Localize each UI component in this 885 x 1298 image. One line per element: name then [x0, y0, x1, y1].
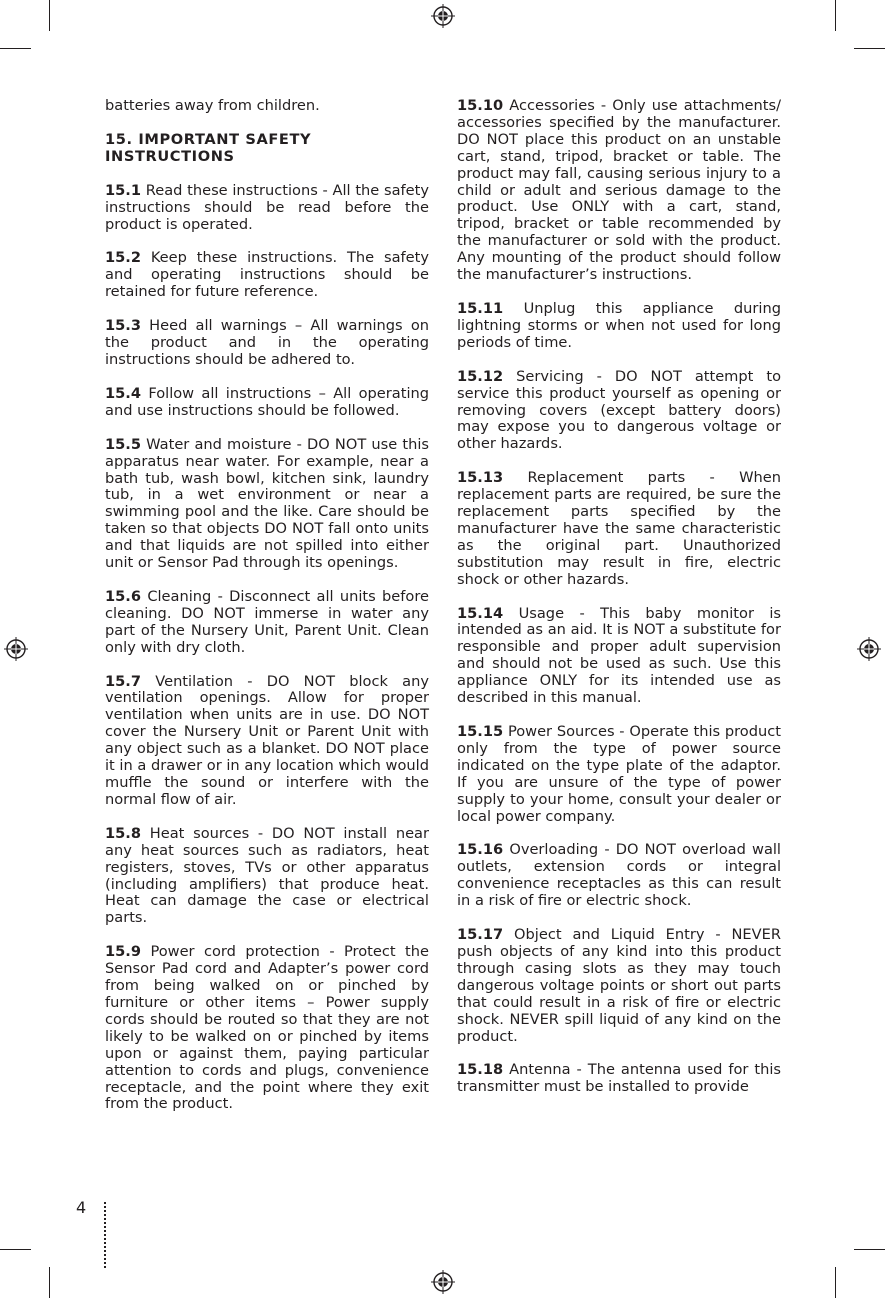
left-item-list — [105, 183, 429, 1114]
right-column — [457, 98, 781, 1113]
instruction-text: Usage - This baby monitor is intended as an aid. It is NOT a substitute for responsible and proper adult supervision and should not be used as such. Use this appliance ONLY for its intended use as described in this manual. — [457, 604, 781, 707]
instruction-text: Power Sources - Operate this product only from the type of power source indicated on the type plate of the adaptor. If you are unsure of the type of power supply to your home, consult your dealer or local power company. — [457, 723, 781, 825]
instruction-item — [105, 589, 429, 657]
instruction-text: Cleaning - Disconnect all units before cleaning. DO NOT immerse in water any part of the Nursery Unit, Parent Unit. Clean only with dry cloth. — [105, 587, 429, 656]
section-heading: 15. IMPORTANT SAFETY INSTRUCTIONS — [105, 130, 312, 165]
instruction-text: Read these instructions - All the safety instructions should be read before the product is operated. — [105, 181, 430, 233]
instruction-text: Power cord protection - Protect the Sensor Pad cord and Adapter’s power cord from being walked on or pinched by furniture or other items – Power supply cords should be routed so that they are not likely to be walked on or pinched by items upon or against them, paying particular attention to cords and plugs, convenience receptacle, and the point where they exit from the product. — [105, 943, 429, 1113]
instruction-text: Heed all warnings – All warnings on the product and in the operating instructions should be adhered to. — [105, 317, 429, 368]
instruction-text: Antenna - The antenna used for this transmitter must be installed to provide — [457, 1061, 782, 1096]
instruction-number: 15.3 — [105, 317, 142, 335]
instruction-item — [457, 1062, 781, 1096]
left-column — [105, 98, 429, 1130]
instruction-number: 15.12 — [457, 367, 504, 385]
instruction-text: Keep these instructions. The safety and operating instructions should be retained for future reference. — [105, 249, 429, 301]
crop-mark-bottom-right-h — [854, 1249, 885, 1250]
instruction-item — [105, 250, 429, 301]
crop-mark-bottom-left-h — [0, 1249, 31, 1250]
instruction-number: 15.6 — [105, 587, 142, 605]
instruction-number: 15.1 — [105, 181, 142, 199]
instruction-number: 15.2 — [105, 249, 142, 267]
instruction-item — [457, 301, 781, 352]
instruction-item — [105, 674, 429, 809]
crop-mark-top-right-h — [854, 48, 885, 49]
instruction-number: 15.4 — [105, 384, 142, 402]
instruction-number: 15.9 — [105, 943, 142, 961]
instruction-number: 15.7 — [105, 672, 142, 690]
instruction-text: Object and Liquid Entry - NEVER push objects of any kind into this product through casing slots as they may touch dangerous voltage points or short out parts that could result in a risk of fire or electric shock. NEVER spill liquid of any kind on the product. — [457, 926, 781, 1045]
instruction-number: 15.17 — [457, 926, 504, 944]
registration-mark-icon — [857, 637, 881, 661]
registration-mark-icon — [431, 4, 455, 28]
page-number-dotted-rule — [104, 1202, 106, 1268]
instruction-item — [105, 944, 429, 1113]
instruction-text: Unplug this appliance during lightning storms or when not used for long periods of time. — [457, 299, 782, 351]
crop-mark-top-right-v — [835, 0, 836, 31]
instruction-item — [457, 724, 781, 825]
instruction-item — [457, 98, 781, 284]
instruction-item — [457, 842, 781, 910]
crop-mark-top-left-v — [49, 0, 50, 31]
instruction-item — [105, 183, 429, 234]
right-item-list — [457, 98, 781, 1096]
instruction-item — [457, 606, 781, 707]
registration-mark-icon — [4, 637, 28, 661]
intro-line: batteries away from children. — [105, 97, 320, 114]
instruction-text: Replacement parts - When replacement parts are required, be sure the replacement parts specified by the manufacturer have the same characteristic as the original part. Unauthorized substitution may result in fire, electric shock or other hazards. — [457, 469, 782, 588]
instruction-item — [105, 437, 429, 572]
instruction-text: Servicing - DO NOT attempt to service this product yourself as opening or removing covers (except battery doors) may expose you to dangerous voltage or other hazards. — [457, 367, 782, 453]
crop-mark-bottom-right-v — [835, 1267, 836, 1298]
instruction-item — [457, 927, 781, 1045]
instruction-number: 15.18 — [457, 1061, 504, 1079]
instruction-item — [105, 386, 429, 420]
instruction-number: 15.8 — [105, 824, 142, 842]
instruction-number: 15.15 — [457, 723, 504, 740]
instruction-item — [105, 318, 429, 369]
instruction-text: Follow all instructions – All operating and use instructions should be followed. — [105, 384, 430, 419]
instruction-text: Water and moisture - DO NOT use this apparatus near water. For example, near a bath tub, wash bowl, kitchen sink, laundry tub, in a wet environment or near a swimming pool and the like. Care should be taken so that objects DO NOT fall onto units and that liquids are not spilled into either unit or Sensor Pad through its openings. — [105, 435, 429, 572]
instruction-item — [457, 470, 781, 588]
instruction-text: Heat sources - DO NOT install near any heat sources such as radiators, heat registers, stoves, TVs or other apparatus (including amplifiers) that produce heat. Heat can damage the case or electrical parts. — [105, 824, 429, 927]
instruction-number: 15.13 — [457, 469, 504, 487]
instruction-text: Accessories - Only use attachments/ accessories specified by the manufacturer. DO NOT place this product on an unstable cart, stand, tripod, bracket or table. The product may fall, causing serious injury to a child or adult and serious damage to the product. Use ONLY with a cart, stand, tripod, bracket or table recommended by the manufacturer or sold with the product. Any mounting of the product should follow the manufacturer’s instructions. — [457, 97, 782, 284]
instruction-item — [105, 826, 429, 927]
crop-mark-top-left-h — [0, 48, 31, 49]
instruction-number: 15.11 — [457, 299, 504, 317]
instruction-text: Overloading - DO NOT overload wall outlets, extension cords or integral convenience receptacles as this can result in a risk of fire or electric shock. — [457, 841, 781, 910]
instruction-text: Ventilation - DO NOT block any ventilation openings. Allow for proper ventilation when units are in use. DO NOT cover the Nursery Unit or Parent Unit with any object such as a blanket. DO NOT place it in a drawer or in any location which would muffle the sound or interfere with the normal flow of air. — [105, 672, 429, 808]
crop-mark-bottom-left-v — [49, 1267, 50, 1298]
instruction-number: 15.14 — [457, 604, 504, 622]
instruction-number: 15.16 — [457, 841, 504, 859]
page-number: 4 — [76, 1198, 87, 1217]
instruction-item — [457, 369, 781, 454]
registration-mark-icon — [431, 1270, 455, 1294]
instruction-number: 15.10 — [457, 97, 504, 114]
instruction-number: 15.5 — [105, 435, 142, 453]
